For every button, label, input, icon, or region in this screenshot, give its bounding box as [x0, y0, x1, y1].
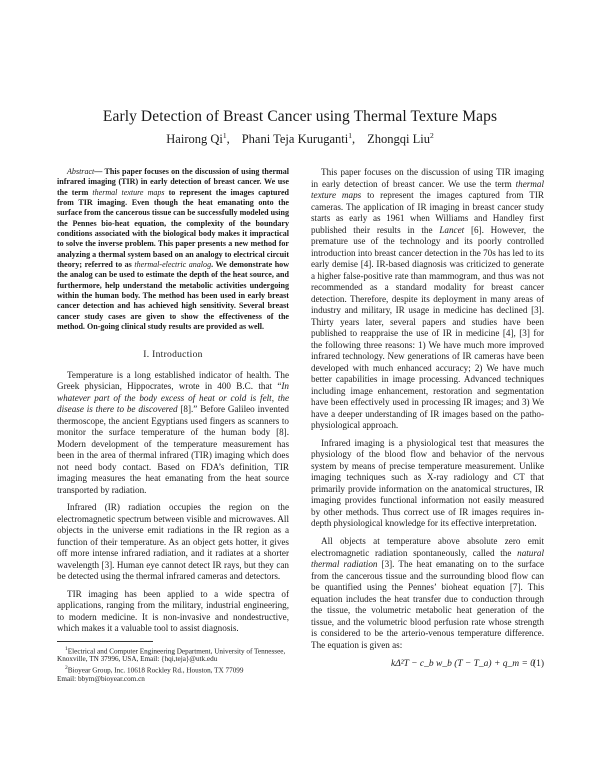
body-paragraph: TIR imaging has been applied to a wide spectra of applications, ranging from the military, industrial engineering, to modern medicine. It is non-invasive and nondestructive, which makes it a valuable tool to assist diagnosis.	[57, 588, 289, 633]
author-name: Hairong Qi	[166, 132, 223, 147]
author-line: Hairong Qi$^1$, Phani Teja Kuruganti$^1$, Zhongqi Liu$^2$	[166, 131, 434, 147]
author-name: Zhongqi Liu	[367, 132, 430, 147]
footnote: $^1$Electrical and Computer Engineering Department, University of Tennessee, Knoxville, TN 37996, USA, Email: {hqi,teja}@utk.edu	[57, 645, 286, 664]
author-name: Phani Teja Kuruganti	[241, 132, 349, 147]
paper-title: Early Detection of Breast Cancer using Thermal Texture Maps	[102, 108, 498, 125]
right-column	[311, 167, 544, 675]
affiliation-mark: 1	[222, 131, 227, 140]
abstract-term: thermal-electric analog	[134, 260, 212, 270]
footnote-email: Email: bbym@bioyear.com.cn	[57, 675, 145, 684]
body-paragraph: Infrared (IR) radiation occupies the region on the electromagnetic spectrum between visible and microwaves. All objects in the universe emit radiations in the IR region as a function of their temperature. As an object gets hotter, it gives off more intense infrared radiation, and it radiates at a shorter wavelength [3]. Human eye cannot detect IR rays, but they can be detected using the thermal infrared cameras and detectors.	[57, 502, 289, 581]
affiliation-mark: 1	[348, 131, 352, 140]
abstract-label: Abstract	[67, 167, 95, 176]
footnote: $^2$Bioyear Group, Inc. 10618 Rockley Rd., Houston, TX 77099	[65, 665, 244, 675]
body-paragraph: Infrared imaging is a physiological test that measures the physiology of the blood flow and behavior of the nervous system by means of precise temperature measurement. Unlike imaging techniques such as X-ray radiology and CT that primarily provide information on the anatomical structures, IR imaging provides functional information not easily measured by other methods. Thus correct use of IR images requires in-depth physiological knowledge for its effective interpretation.	[311, 437, 544, 529]
affiliation-mark: 2	[429, 131, 434, 140]
equation-body: kΔ²T − c_b w_b (T − T_a) + q_m = 0	[391, 659, 536, 670]
body-paragraph: This paper focuses on the discussion of using TIR imaging in early detection of breast cancer. We use the term thermal texture maps to represent the images captured from TIR cameras. The application of IR imaging in breast cancer study starts as early as 1961 when Williams and Handley first published their results in the Lancet [6]. However, the premature use of the technology and its poorly controlled introduction into breast cancer detection in the 70s has led to its early demise [4]. IR-based diagnosis was criticized to generate a higher false-positive rate than mammogram, and thus was not recommended as a standard modality for breast cancer detection. Therefore, despite its deployment in many areas of industry and military, IR usage in medicine has declined [3]. Thirty years later, several papers and studies have been published to reappraise the use of IR in medicine [4], [3] for the following three reasons: 1) We have much more improved infrared technology. New generations of IR cameras have been developed with much enhanced accuracy; 2) We have much better capabilities in image processing. Advanced techniques including image enhancement, restoration and segmentation have been effectively used in processing IR images; and 3) We have a deeper understanding of IR images based on the patho-physiological approach.	[311, 167, 544, 430]
footnote-rule	[57, 641, 153, 642]
body-paragraph: All objects at temperature above absolute zero emit electromagnetic radiation spontaneously, called the natural thermal radiation [3]. The heat emanating on to the surface from the cancerous tissue and the surrounding blood flow can be quantified using the Pennes’ bioheat equation [7]. This equation includes the heat transfer due to conduction through the tissue, the volumetric metabolic heat generation of the tissue, and the volumetric blood perfusion rate whose strength is considered to be the arterio-venous temperature difference. The equation is given as:	[311, 536, 545, 650]
section-heading: I. Introduction	[143, 349, 203, 360]
equation-number: (1)	[532, 659, 544, 670]
left-column	[57, 167, 289, 684]
equation	[311, 657, 544, 675]
abstract: Abstract— This paper focuses on the discussion of using thermal infrared imaging (TIR) in early detection of breast cancer. We use the term thermal texture maps to represent the images captured from TIR imaging. Even though the heat emanating onto the surface from the cancerous tissue can be successfully modeled using the Pennes bio-heat equation, the complexity of the boundary conditions associated with the biological body makes it impractical to solve the inverse problem. This paper presents a new method for analyzing a thermal system based on an analogy to electrical circuit theory; referred to as thermal-electric analog. We demonstrate how the analog can be used to estimate the depth of the heat source, and furthermore, help understand the metabolic activities undergoing within the human body. The method has been used in early breast cancer detection and has achieved high sensitivity. Several breast cancer study cases are given to show the effectiveness of the method. On-going clinical study results are provided as well.	[57, 167, 290, 332]
body-paragraph: Temperature is a long established indicator of health. The Greek physician, Hippocrates, wrote in 400 B.C. that “In whatever part of the body excess of heat or cold is felt, the disease is there to be discovered [8].” Before Galileo invented thermoscope, the ancient Egyptians used fingers as scanners to monitor the surface temperature of the human body [8]. Modern development of the temperature measurement has been in the area of thermal infrared (TIR) imaging which does not need body contact. Based on FDA’s definition, TIR imaging measures the heat emanating from the heat source transported by radiation.	[57, 369, 289, 495]
abstract-term: thermal texture maps	[92, 187, 165, 197]
